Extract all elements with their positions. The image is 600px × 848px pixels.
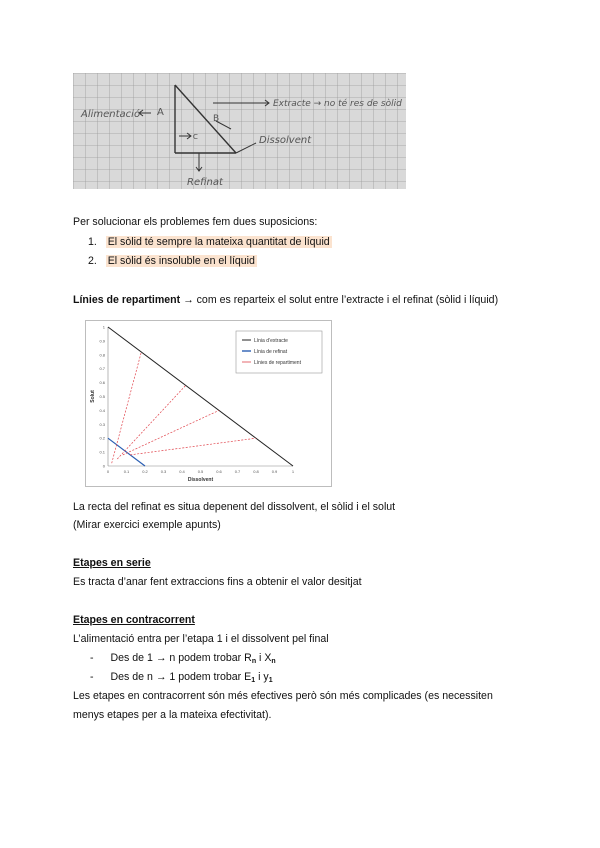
subscript: n: [271, 658, 276, 665]
sketch-drawing: [73, 73, 406, 189]
assumption-item-2: [88, 254, 257, 268]
x-tick-label: 1: [291, 469, 295, 474]
y-axis-label: Solut: [90, 390, 96, 403]
mirar-text: (Mirar exercici exemple apunts): [73, 519, 221, 531]
contra-item-text: i X: [256, 652, 272, 664]
x-tick-label: 0.7: [234, 469, 241, 474]
chart-svg: [86, 321, 331, 486]
x-tick-label: 0.4: [179, 469, 185, 474]
tie-line-chart: [85, 320, 332, 487]
recta-text: La recta del refinat es situa depenent del dissolvent, el sòlid i el solut: [73, 501, 396, 513]
contra-paragraph-line-1: Les etapes en contracorrent són més efectives però són més complicades (es necessiten: [73, 690, 493, 702]
serie-text: Es tracta d’anar fent extraccions fins a obtenir el valor desitjat: [73, 576, 362, 588]
legend-label-refinat: Línia de refinat: [254, 349, 288, 355]
chart-legend: [236, 331, 322, 373]
dash: -: [90, 671, 94, 683]
x-axis-label: Dissolvent: [187, 477, 214, 483]
x-tick-label: 0.2: [142, 469, 148, 474]
contra-text: L’alimentació entra per l’etapa 1 i el dissolvent pel final: [73, 633, 329, 645]
x-tick-label: 0.1: [123, 469, 130, 474]
x-tick-label: 0.3: [160, 469, 167, 474]
raffinate-line: [108, 438, 145, 466]
x-tick-label: 0.8: [253, 469, 259, 474]
assumption-number: 2.: [88, 255, 97, 267]
tie-line-2: [117, 385, 185, 459]
tie-line-1: [112, 352, 142, 463]
legend-label-repartiment: Línies de repartiment: [254, 360, 301, 366]
x-tick-label: 0.5: [197, 469, 204, 474]
assumption-text: El sòlid té sempre la mateixa quantitat de líquid: [107, 236, 330, 248]
subscript: n: [251, 658, 257, 665]
serie-heading: Etapes en serie: [73, 557, 151, 569]
tie-line-3: [123, 410, 219, 454]
sketch-label-extracte: Extracte → no té res de sòlid: [273, 99, 402, 109]
assumption-number: 1.: [88, 236, 97, 248]
sketch-label-b: B: [213, 114, 220, 124]
legend-label-extracte: Línia d’extracte: [254, 338, 288, 344]
y-tick-label: 0.8: [99, 352, 105, 358]
y-tick-label: 0.9: [99, 338, 105, 344]
linies-title: Línies de repartiment: [73, 294, 181, 306]
y-tick-label: 1: [102, 324, 105, 330]
linies-text: → com es reparteix el solut entre l’extracte i el refinat (sòlid i líquid): [180, 294, 499, 306]
assumption-text: El sòlid és insoluble en el líquid: [107, 255, 255, 267]
y-tick-label: 0.6: [99, 380, 105, 386]
subscript: 1: [251, 677, 256, 684]
contra-item-1: [90, 651, 276, 669]
contra-item-text: Des de n → 1 podem trobar E: [110, 671, 252, 683]
contra-item-text: Des de 1 → n podem trobar R: [110, 652, 252, 664]
assumption-item-1: [88, 235, 332, 249]
sketch-label-refinat: Refinat: [187, 177, 223, 188]
y-tick-label: 0.3: [99, 421, 105, 427]
y-tick-label: 0.4: [99, 407, 105, 413]
contra-paragraph-line-2: menys etapes per a la mateixa efectivitat).: [73, 709, 272, 721]
tie-line-4: [130, 438, 256, 455]
linies-paragraph: [73, 293, 498, 307]
sketch-label-alimentacio: Alimentació: [81, 109, 141, 120]
y-tick-label: 0: [102, 463, 105, 469]
intro-text: Per solucionar els problemes fem dues suposicions:: [73, 216, 318, 228]
y-tick-label: 0.2: [99, 435, 105, 441]
x-tick-label: 0: [106, 469, 110, 474]
y-tick-label: 0.1: [99, 449, 105, 455]
x-tick-label: 0.6: [216, 469, 222, 474]
subscript: 1: [268, 677, 273, 684]
sketch-label-a: A: [157, 107, 164, 118]
y-tick-label: 0.7: [99, 366, 105, 372]
dash: -: [90, 652, 94, 664]
x-tick-label: 0.9: [271, 469, 278, 474]
sketch-photo: [73, 73, 406, 189]
contra-item-text: i y: [255, 671, 269, 683]
sketch-label-dissolvent: Dissolvent: [259, 135, 312, 146]
contra-heading: Etapes en contracorrent: [73, 614, 195, 626]
y-tick-label: 0.5: [99, 394, 105, 399]
sketch-label-c: C: [193, 133, 198, 141]
contra-item-2: [90, 670, 273, 688]
